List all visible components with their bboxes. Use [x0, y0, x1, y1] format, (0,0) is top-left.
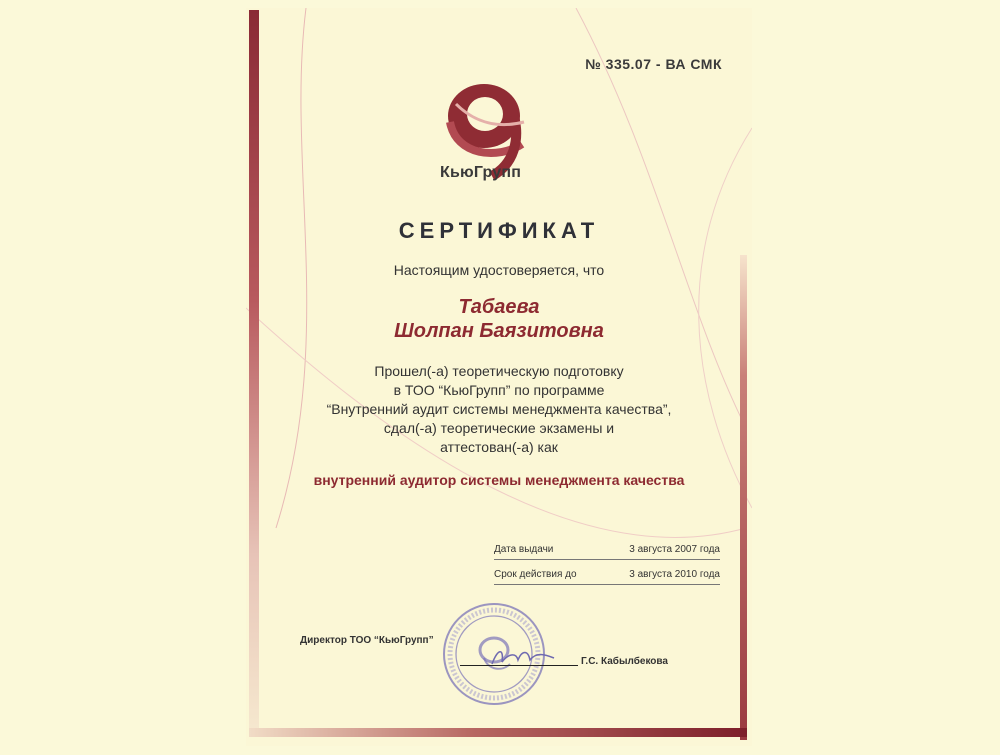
recipient-surname: Табаева: [458, 296, 540, 318]
issue-date-row: [494, 544, 720, 560]
issue-date-value: 3 августа 2007 года: [629, 544, 720, 555]
body-line: в ТОО “КьюГрупп” по программе: [393, 382, 605, 398]
body-line: “Внутренний аудит системы менеджмента качества”,: [326, 401, 672, 417]
valid-until-value: 3 августа 2010 года: [629, 569, 720, 580]
valid-until-row: [494, 569, 720, 585]
valid-until-label: Срок действия до: [494, 569, 577, 580]
issue-date-label: Дата выдачи: [494, 544, 554, 555]
qualification-title: внутренний аудитор системы менеджмента качества: [313, 472, 685, 488]
body-line: Прошел(-а) теоретическую подготовку: [374, 363, 624, 379]
border-bottom-stripe: [249, 728, 747, 737]
recipient-given-names: Шолпан Баязитовна: [394, 320, 604, 342]
director-label: Директор ТОО “КьюГрупп”: [300, 635, 434, 646]
certificate-title: СЕРТИФИКАТ: [398, 218, 600, 243]
body-line: сдал(-а) теоретические экзамены и: [383, 420, 615, 436]
handwritten-signature-icon: [488, 644, 558, 670]
body-line: аттестован(-а) как: [440, 439, 558, 455]
certificate-body: [258, 362, 740, 457]
company-logo-text: КьюГрупп: [440, 164, 522, 181]
border-right-stripe: [740, 255, 747, 740]
signer-name: Г.С. Кабылбекова: [581, 656, 668, 667]
certificate-number: № 335.07 - ВА СМК: [585, 56, 722, 72]
intro-text: Настоящим удостоверяется, что: [393, 262, 605, 278]
